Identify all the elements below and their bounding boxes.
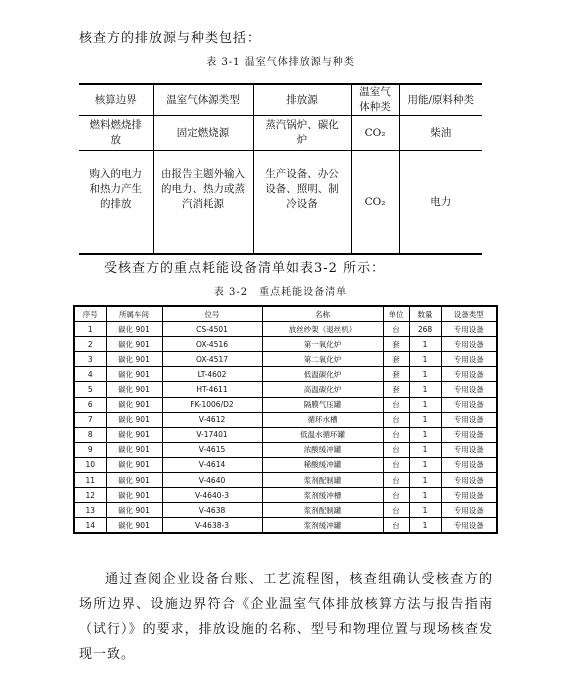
t2-cell: 专用设备 (441, 337, 497, 352)
t2-cell: 1 (409, 352, 441, 367)
t2-cell: 循环水槽 (262, 412, 383, 427)
t2-cell: 高温碳化炉 (262, 382, 383, 397)
t1-cell: 柴油 (399, 116, 482, 151)
t2-cell: 台 (383, 412, 409, 427)
t2-cell: 碳化 901 (106, 322, 162, 337)
table-row (74, 337, 497, 352)
t2-cell: 浆剂配制罐 (262, 473, 383, 488)
t2-cell: 专用设备 (441, 503, 497, 518)
t1-header-emission-source: 排放源 (253, 84, 351, 116)
t2-cell: 浓酸缓冲罐 (262, 442, 383, 457)
t2-cell: 10 (74, 457, 106, 472)
t2-cell: 6 (74, 397, 106, 412)
t2-cell: 1 (409, 337, 441, 352)
t2-cell: 套 (383, 382, 409, 397)
t2-cell: 台 (383, 488, 409, 503)
t2-cell: 台 (383, 503, 409, 518)
t2-cell: 2 (74, 337, 106, 352)
t2-cell: 14 (74, 518, 106, 534)
table-row (74, 397, 497, 412)
t2-cell: 隔膜气压罐 (262, 397, 383, 412)
t2-header-cell: 设备类型 (441, 306, 497, 322)
t2-cell: 专用设备 (441, 367, 497, 382)
t2-cell: 专用设备 (441, 473, 497, 488)
table1-header-row (79, 84, 482, 116)
t2-header-cell: 所属车间 (106, 306, 162, 322)
t2-cell: 专用设备 (441, 397, 497, 412)
t2-header-cell: 名称 (262, 306, 383, 322)
t2-cell: V-17401 (162, 427, 262, 442)
t2-cell: 1 (409, 457, 441, 472)
t1-header-energy-type: 用能/原料种类 (399, 84, 482, 116)
t2-cell: 套 (383, 352, 409, 367)
t2-cell: 稀酸缓冲罐 (262, 457, 383, 472)
t2-cell: 1 (409, 367, 441, 382)
t2-cell: V-4640 (162, 473, 262, 488)
t2-cell: 碳化 901 (106, 503, 162, 518)
t1-cell: CO₂ (351, 151, 399, 255)
t2-cell: 1 (409, 412, 441, 427)
t2-cell: 浆剂缓冲罐 (262, 518, 383, 534)
t2-cell: 第二氧化炉 (262, 352, 383, 367)
t2-cell: 5 (74, 382, 106, 397)
t2-header-cell: 序号 (74, 306, 106, 322)
equipment-table (73, 305, 498, 534)
t2-cell: 268 (409, 322, 441, 337)
emission-source-table (79, 83, 482, 255)
table-row (74, 382, 497, 397)
t2-cell: 1 (409, 503, 441, 518)
t2-cell: 1 (409, 382, 441, 397)
table-row (74, 488, 497, 503)
t2-header-cell: 单位 (383, 306, 409, 322)
t2-cell: 台 (383, 397, 409, 412)
t2-cell: 专用设备 (441, 518, 497, 534)
t2-cell: 1 (409, 518, 441, 534)
t2-cell: 1 (409, 427, 441, 442)
t2-cell: 低温水循环罐 (262, 427, 383, 442)
table-row (74, 427, 497, 442)
t2-cell: 专用设备 (441, 382, 497, 397)
t1-cell: 由报告主题外输入 的电力、热力或蒸 汽消耗源 (153, 151, 253, 255)
table-row (74, 367, 497, 382)
t1-cell: 固定燃烧源 (153, 116, 253, 151)
t2-cell: 碳化 901 (106, 442, 162, 457)
t2-cell: 浆剂缓冲槽 (262, 488, 383, 503)
t2-cell: 碳化 901 (106, 367, 162, 382)
t2-cell: 碳化 901 (106, 518, 162, 534)
t2-cell: 套 (383, 337, 409, 352)
t1-cell: 燃料燃烧排 放 (79, 116, 153, 151)
t2-cell: 9 (74, 442, 106, 457)
t2-cell: 碳化 901 (106, 397, 162, 412)
t2-cell: 碳化 901 (106, 488, 162, 503)
t2-cell: V-4640-3 (162, 488, 262, 503)
t2-cell: 台 (383, 322, 409, 337)
table-row (74, 442, 497, 457)
t2-cell: OX-4516 (162, 337, 262, 352)
t2-cell: V-4612 (162, 412, 262, 427)
t2-cell: 碳化 901 (106, 457, 162, 472)
t2-cell: V-4638-3 (162, 518, 262, 534)
table-row (79, 151, 482, 255)
t2-cell: 专用设备 (441, 352, 497, 367)
t2-cell: 套 (383, 367, 409, 382)
t2-cell: V-4615 (162, 442, 262, 457)
table-row (74, 352, 497, 367)
t2-cell: 专用设备 (441, 427, 497, 442)
t1-header-gas-type: 温室气 体种类 (351, 84, 399, 116)
t2-cell: 1 (409, 473, 441, 488)
t2-cell: 专用设备 (441, 322, 497, 337)
t2-cell: 碳化 901 (106, 382, 162, 397)
t2-cell: 放丝纱架（退丝机） (262, 322, 383, 337)
t2-cell: 碳化 901 (106, 337, 162, 352)
t2-cell: 1 (409, 442, 441, 457)
conclusion-text: 通过查阅企业设备台账、工艺流程图，核查组确认受核查方的场所边界、设施边界符合《企业温室气体排放核算方法与报告指南（试行）》的要求，排放设施的名称、型号和物理位置与现场核查发现一致。 (79, 572, 493, 662)
t2-cell: HT-4611 (162, 382, 262, 397)
conclusion-paragraph (79, 567, 493, 667)
t1-cell: 购入的电力 和热力产生 的排放 (79, 151, 153, 255)
t1-cell: CO₂ (351, 116, 399, 151)
t2-cell: 台 (383, 427, 409, 442)
t2-cell: 1 (409, 488, 441, 503)
t2-cell: 12 (74, 488, 106, 503)
t1-cell: 蒸汽锅炉、碳化 炉 (253, 116, 351, 151)
table-row (74, 503, 497, 518)
t2-cell: 台 (383, 457, 409, 472)
t2-header-cell: 数量 (409, 306, 441, 322)
t2-cell: 专用设备 (441, 488, 497, 503)
t2-cell: 专用设备 (441, 442, 497, 457)
table2-header-row (74, 306, 497, 322)
t2-cell: V-4614 (162, 457, 262, 472)
t2-cell: 13 (74, 503, 106, 518)
t2-cell: 8 (74, 427, 106, 442)
table-row (74, 473, 497, 488)
t2-cell: 碳化 901 (106, 473, 162, 488)
t2-cell: OX-4517 (162, 352, 262, 367)
t2-cell: 1 (74, 322, 106, 337)
t2-cell: 台 (383, 442, 409, 457)
t2-cell: CS-4501 (162, 322, 262, 337)
t2-cell: 7 (74, 412, 106, 427)
t2-cell: 碳化 901 (106, 352, 162, 367)
table-row (74, 322, 497, 337)
t2-cell: 碳化 901 (106, 427, 162, 442)
t2-cell: 低温碳化炉 (262, 367, 383, 382)
t2-cell: V-4638 (162, 503, 262, 518)
t2-cell: 第一氧化炉 (262, 337, 383, 352)
t2-cell: 浆剂配制罐 (262, 503, 383, 518)
t2-cell: 3 (74, 352, 106, 367)
t1-header-boundary: 核算边界 (79, 84, 153, 116)
t2-cell: 专用设备 (441, 412, 497, 427)
t2-cell: FK-1006/D2 (162, 397, 262, 412)
t2-cell: 台 (383, 518, 409, 534)
intro-text: 核查方的排放源与种类包括： (79, 31, 262, 46)
t2-cell: 1 (409, 397, 441, 412)
t2-header-cell: 位号 (162, 306, 262, 322)
t2-cell: 4 (74, 367, 106, 382)
t1-cell: 生产设备、办公 设备、照明、制 冷设备 (253, 151, 351, 255)
t1-cell: 电力 (399, 151, 482, 255)
table-row (74, 518, 497, 534)
t2-cell: 专用设备 (441, 457, 497, 472)
table-row (79, 116, 482, 151)
table1-caption: 表 3-1 温室气体排放源与种类 (206, 57, 355, 68)
table-row (74, 412, 497, 427)
t2-cell: 碳化 901 (106, 412, 162, 427)
t2-cell: LT-4602 (162, 367, 262, 382)
t2-cell: 台 (383, 473, 409, 488)
t1-header-source-type: 温室气体源类型 (153, 84, 253, 116)
t2-cell: 11 (74, 473, 106, 488)
table2-caption: 表 3-2 重点耗能设备清单 (213, 287, 348, 298)
equipment-intro-text: 受核查方的重点耗能设备清单如表3-2 所示： (104, 261, 386, 276)
table-row (74, 457, 497, 472)
